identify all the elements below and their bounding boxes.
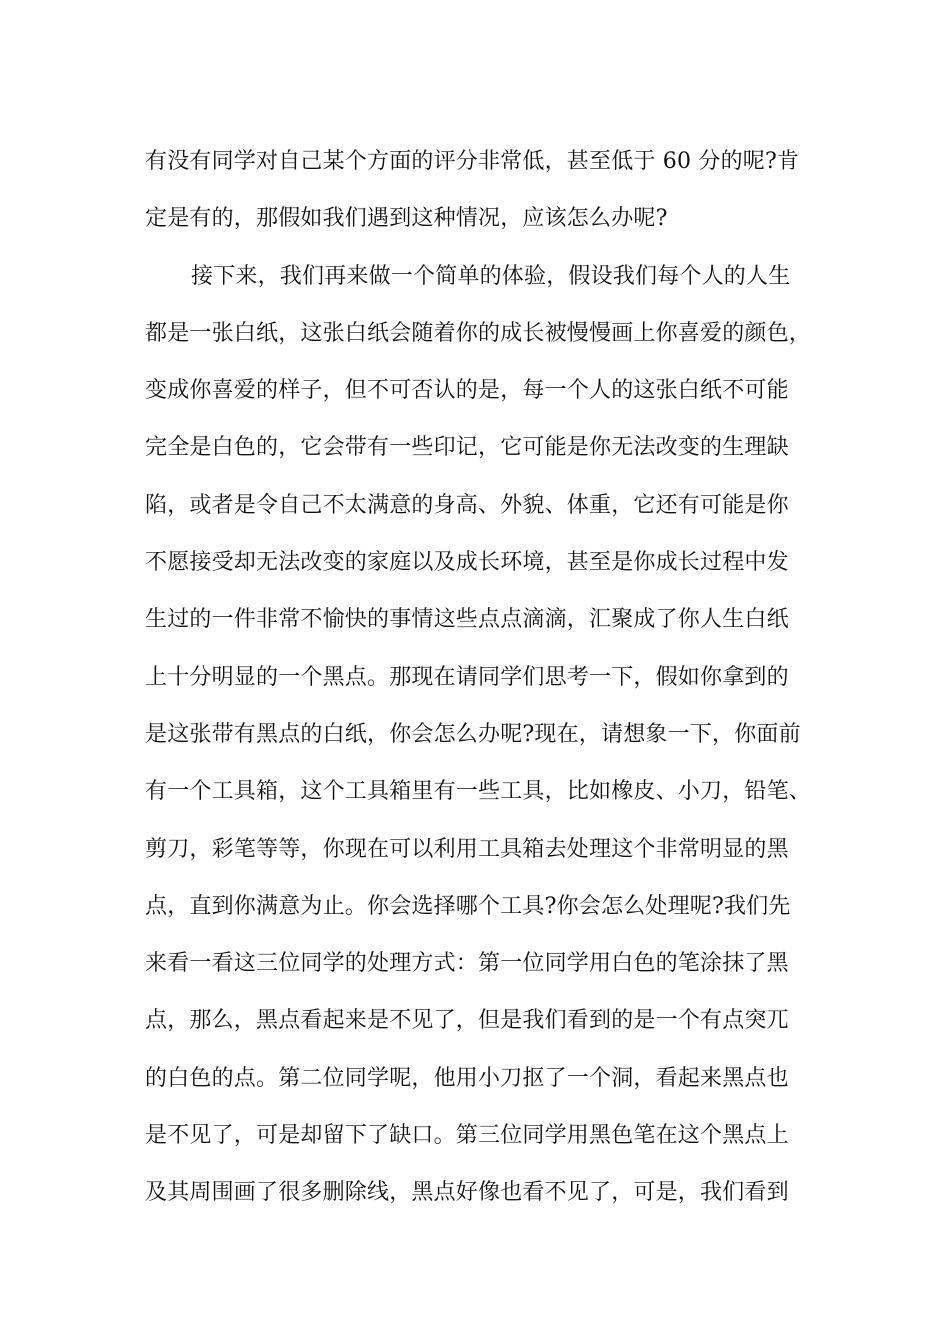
text-line: 有一个工具箱，这个工具箱里有一些工具，比如橡皮、小刀，铅笔、	[145, 779, 812, 805]
text-line: 生过的一件非常不愉快的事情这些点点滴滴，汇聚成了你人生白纸	[145, 607, 789, 633]
text-line: 定是有的，那假如我们遇到这种情况，应该怎么办呢?	[145, 206, 668, 232]
text-line: 剪刀，彩笔等等，你现在可以利用工具箱去处理这个非常明显的黑	[145, 836, 789, 862]
text-line: 陷，或者是令自己不太满意的身高、外貌、体重，它还有可能是你	[145, 492, 789, 518]
text-line: 上十分明显的一个黑点。那现在请同学们思考一下，假如你拿到的	[145, 664, 789, 690]
text-line: 来看一看这三位同学的处理方式：第一位同学用白色的笔涂抹了黑	[145, 951, 789, 977]
text-line: 是这张带有黑点的白纸，你会怎么办呢?现在，请想象一下，你面前	[145, 721, 801, 747]
text-line: 变成你喜爱的样子，但不可否认的是，每一个人的这张白纸不可能	[145, 378, 789, 404]
text-line: 及其周围画了很多删除线，黑点好像也看不见了，可是，我们看到	[145, 1180, 789, 1206]
text-line: 都是一张白纸，这张白纸会随着你的成长被慢慢画上你喜爱的颜色，	[145, 320, 812, 346]
paragraph-first-line: 接下来，我们再来做一个简单的体验，假设我们每个人的人生	[191, 263, 791, 289]
text-line: 有没有同学对自己某个方面的评分非常低，甚至低于 60 分的呢?肯	[145, 149, 800, 174]
text-line: 的白色的点。第二位同学呢，他用小刀抠了一个洞，看起来黑点也	[145, 1065, 789, 1091]
body-text	[145, 133, 835, 1222]
text-line: 点，那么，黑点看起来是不见了，但是我们看到的是一个有点突兀	[145, 1008, 789, 1034]
text-line: 点，直到你满意为止。你会选择哪个工具?你会怎么处理呢?我们先	[145, 893, 791, 919]
text-line: 是不见了，可是却留下了缺口。第三位同学用黑色笔在这个黑点上	[145, 1123, 789, 1149]
text-line: 不愿接受却无法改变的家庭以及成长环境，甚至是你成长过程中发	[145, 550, 789, 576]
text-line: 完全是白色的，它会带有一些印记，它可能是你无法改变的生理缺	[145, 435, 789, 461]
